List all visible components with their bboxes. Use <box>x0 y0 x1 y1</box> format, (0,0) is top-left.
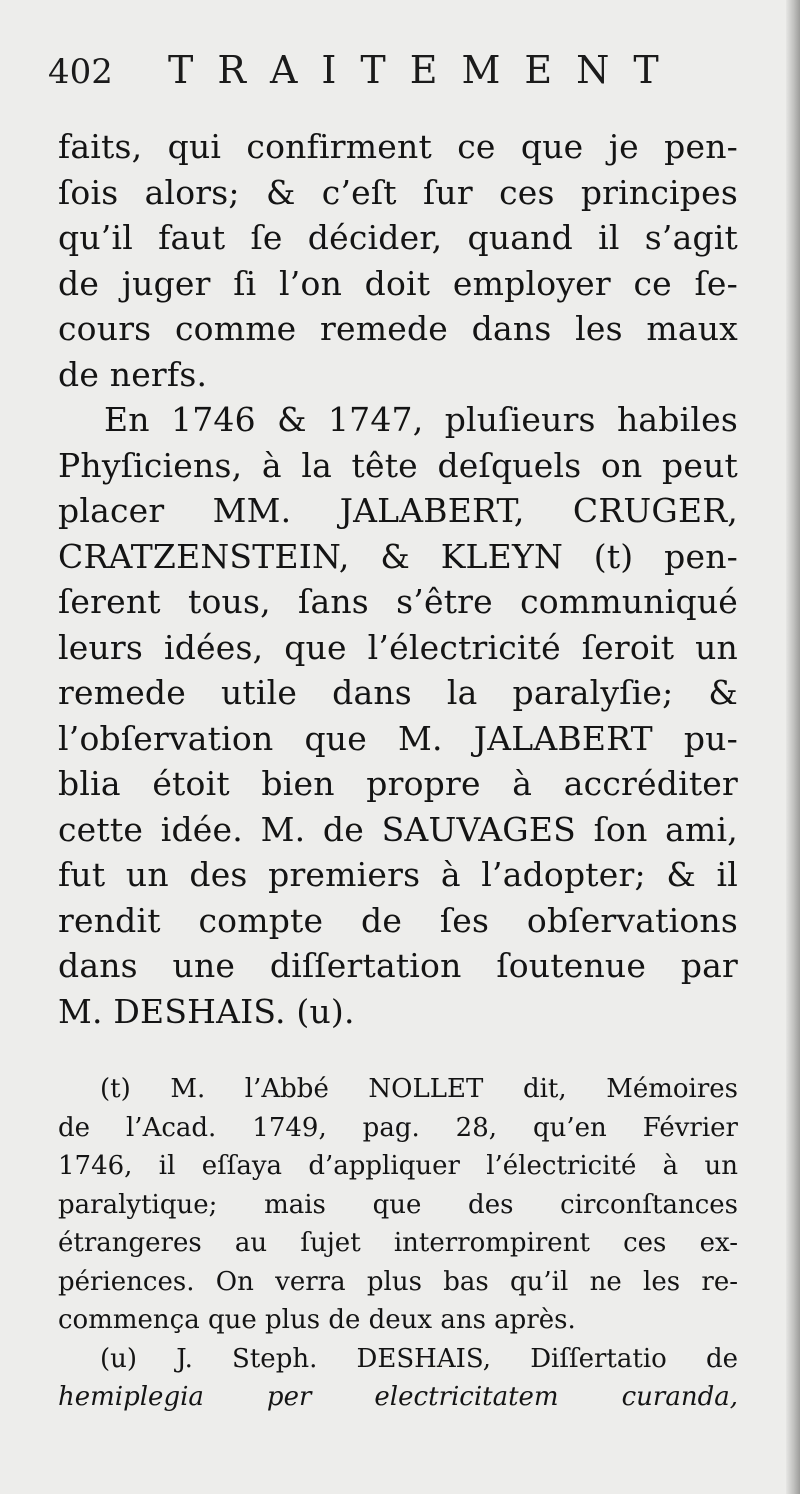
text-line: qu’il faut ſe décider, quand il s’agit <box>58 218 738 257</box>
text-line: remede utile dans la paralyſie; & <box>58 673 738 712</box>
page-number: 402 <box>48 52 113 92</box>
footnote-line: (u) J. Steph. DESHAIS, Diſſertatio de <box>100 1343 738 1374</box>
footnote-line: de l’Acad. 1749, pag. 28, qu’en Février <box>58 1112 738 1143</box>
text-line: placer MM. JALABERT, CRUGER, <box>58 491 738 530</box>
running-title: TRAITEMENT <box>168 48 683 92</box>
text-line: de nerfs. <box>58 354 208 394</box>
text-line: ſois alors; & c’eſt ſur ces principes <box>58 172 738 212</box>
text-line: rendit compte de ſes obſervations <box>58 900 738 940</box>
text-line: Phyſiciens, à la tête deſquels on peut <box>58 445 738 485</box>
footnote-line: étrangeres au ſujet interrompirent ces ex- <box>58 1228 738 1258</box>
text-line: CRATZENSTEIN, & KLEYN (t) pen- <box>58 536 738 576</box>
text-line: M. DESHAIS. (u). <box>58 991 355 1031</box>
footnote-line: 1746, il eſſaya d’appliquer l’électricité à un <box>58 1151 738 1181</box>
footnote-line: (t) M. l’Abbé NOLLET dit, Mémoires <box>100 1074 738 1104</box>
text-line: cette idée. M. de SAUVAGES ſon ami, <box>58 809 738 849</box>
text-line: blia étoit bien propre à accréditer <box>58 764 738 803</box>
text-line: ſerent tous, ſans s’être communiqué <box>58 582 738 621</box>
footnote-line: périences. On verra plus bas qu’il ne les re- <box>58 1266 738 1297</box>
text-line: En 1746 & 1747, pluſieurs habiles <box>104 400 738 439</box>
text-line: faits, qui confirment ce que je pen- <box>58 127 738 166</box>
text-line: dans une diſſertation ſoutenue par <box>58 946 738 985</box>
main-text <box>58 124 738 1417</box>
page-header <box>48 48 748 98</box>
footnote-line: commença que plus de deux ans après. <box>58 1305 576 1335</box>
text-line: de juger ſi l’on doit employer ce ſe- <box>58 263 738 303</box>
footnotes <box>58 1070 738 1417</box>
footnote-line: paralytique; mais que des circonſtances <box>58 1189 738 1220</box>
text-line: leurs idées, que l’électricité ſeroit un <box>58 627 738 667</box>
text-line: l’obſervation que M. JALABERT pu- <box>58 718 738 758</box>
text-line: cours comme remede dans les maux <box>58 309 738 348</box>
text-line: fut un des premiers à l’adopter; & il <box>58 855 738 894</box>
footnote-separator <box>58 1034 738 1070</box>
footnote-line: hemiplegia per electricitatem curanda, <box>58 1382 738 1412</box>
